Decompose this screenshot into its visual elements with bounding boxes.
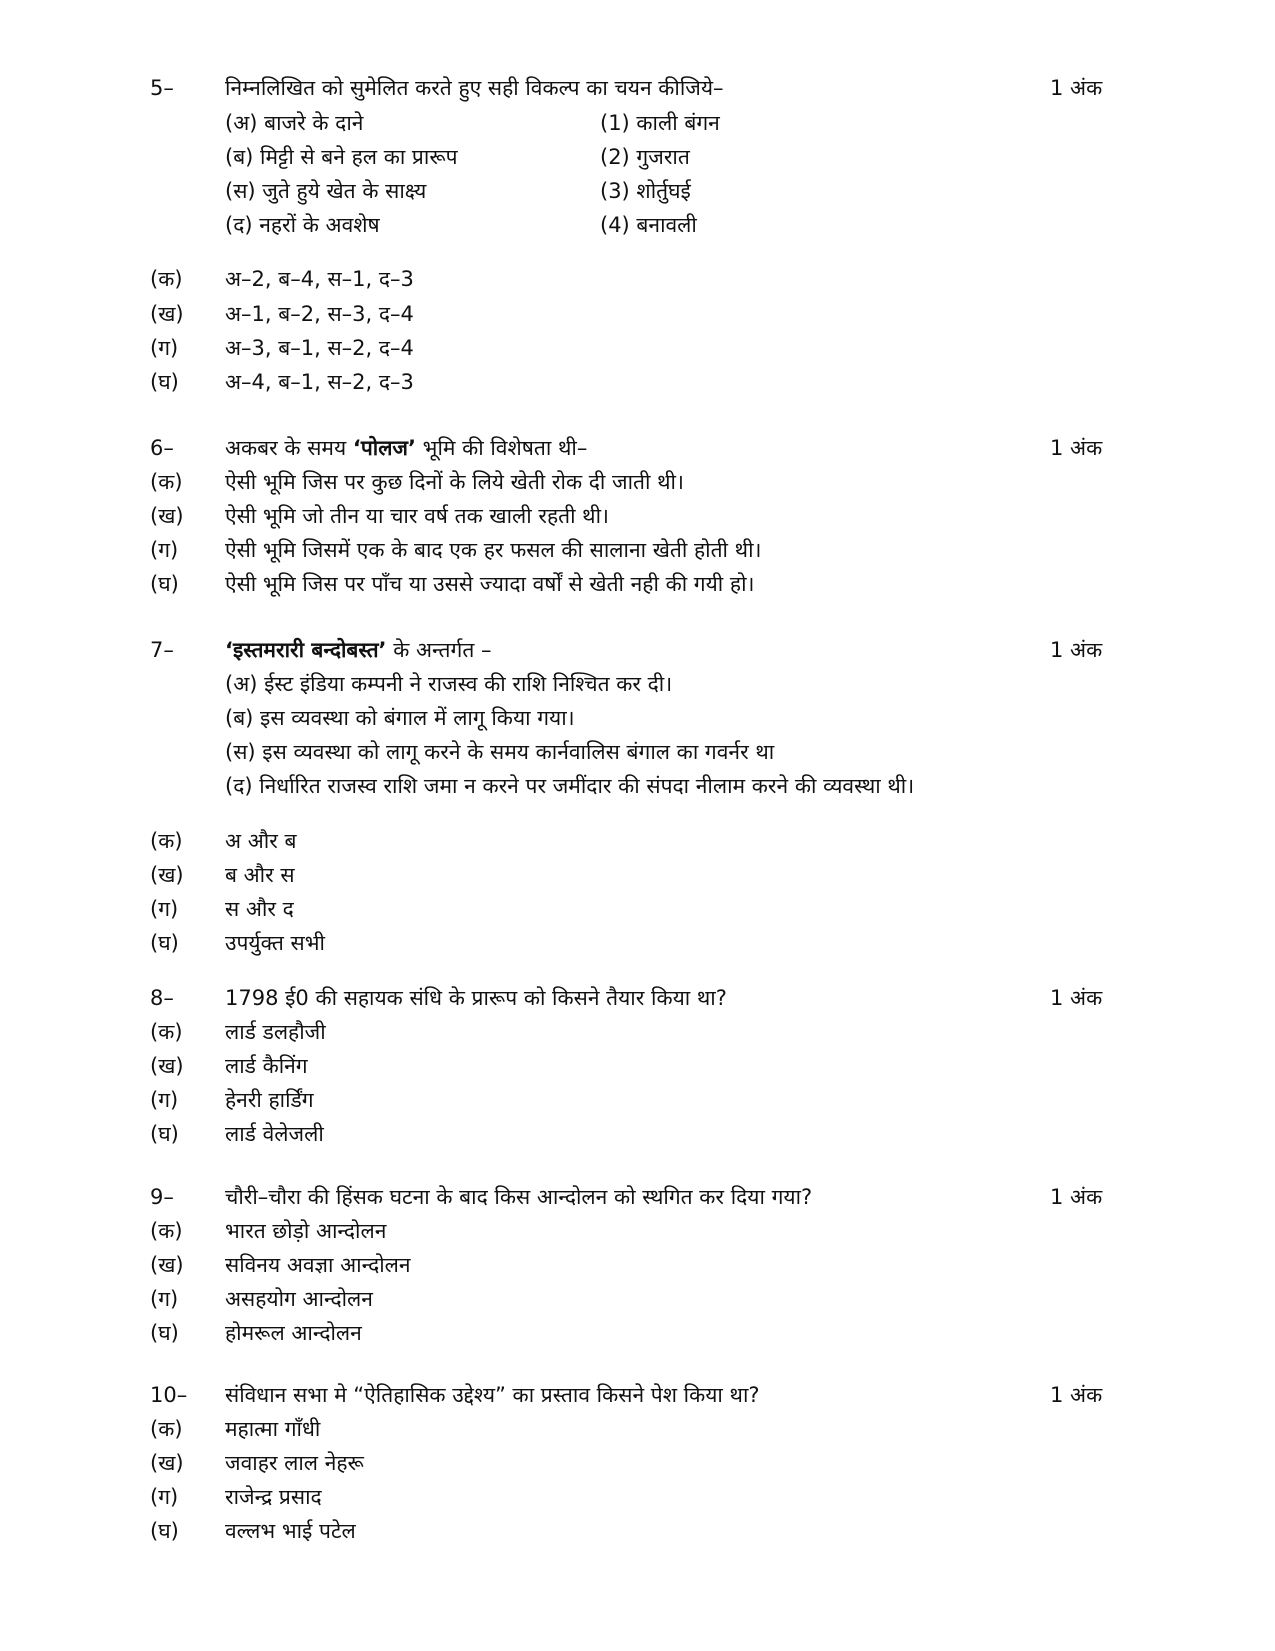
q8-marks: 1 अंक [1050, 986, 1103, 1010]
q8-option-label: (ग) [150, 1088, 179, 1112]
q5-right-item: (3) शोर्तुघई [600, 179, 691, 203]
q10-number: 10– [150, 1383, 188, 1407]
q5-right-item: (1) काली बंगन [600, 111, 720, 135]
q10-option: जवाहर लाल नेहरू [225, 1451, 364, 1475]
q5-option-label: (ख) [150, 302, 184, 326]
q6-option: ऐसी भूमि जो तीन या चार वर्ष तक खाली रहती थी। [225, 504, 609, 528]
q8-option: लार्ड कैनिंग [225, 1054, 308, 1078]
q5-option-label: (घ) [150, 370, 179, 394]
q9-option-label: (क) [150, 1219, 183, 1243]
q7-statement: (द) निर्धारित राजस्व राशि जमा न करने पर जमींदार की संपदा नीलाम करने की व्यवस्था थी। [225, 774, 915, 798]
q6-option: ऐसी भूमि जिसमें एक के बाद एक हर फसल की सालाना खेती होती थी। [225, 538, 762, 562]
q8-number: 8– [150, 986, 174, 1010]
q5-left-item: (द) नहरों के अवशेष [225, 213, 380, 237]
q8-option-label: (ख) [150, 1054, 184, 1078]
q5-right-item: (4) बनावली [600, 213, 697, 237]
q7-option: ब और स [225, 863, 295, 887]
q5-marks: 1 अंक [1050, 76, 1103, 100]
q8-option: लार्ड वेलेजली [225, 1122, 324, 1146]
q5-option: अ–1, ब–2, स–3, द–4 [225, 302, 414, 326]
q9-option: होमरूल आन्दोलन [225, 1321, 362, 1345]
q7-statement: (अ) ईस्ट इंडिया कम्पनी ने राजस्व की राशि निश्चित कर दी। [225, 672, 673, 696]
q5-left-item: (ब) मिट्टी से बने हल का प्रारूप [225, 145, 458, 169]
q8-option-label: (क) [150, 1020, 183, 1044]
q6-option-label: (घ) [150, 572, 179, 596]
q10-option: राजेन्द्र प्रसाद [225, 1485, 322, 1509]
q8-option: लार्ड डलहौजी [225, 1020, 326, 1044]
q7-option-label: (घ) [150, 931, 179, 955]
q8-option: हेनरी हार्डिंग [225, 1088, 314, 1112]
q10-option-label: (क) [150, 1417, 183, 1441]
q8-option-label: (घ) [150, 1122, 179, 1146]
q5-option: अ–4, ब–1, स–2, द–3 [225, 370, 414, 394]
q10-question: संविधान सभा मे “ऐतिहासिक उद्देश्य” का प्रस्ताव किसने पेश किया था? [225, 1383, 760, 1407]
q7-option-label: (ग) [150, 897, 179, 921]
q9-option: भारत छोड़ो आन्दोलन [225, 1219, 387, 1243]
q9-option-label: (घ) [150, 1321, 179, 1345]
q5-left-item: (अ) बाजरे के दाने [225, 111, 364, 135]
q5-right-item: (2) गुजरात [600, 145, 690, 169]
q6-option-label: (ग) [150, 538, 179, 562]
q5-option: अ–3, ब–1, स–2, द–4 [225, 336, 414, 360]
q7-statement: (ब) इस व्यवस्था को बंगाल में लागू किया गया। [225, 706, 575, 730]
q9-option: सविनय अवज्ञा आन्दोलन [225, 1253, 411, 1277]
q8-question: 1798 ई0 की सहायक संधि के प्रारूप को किसने तैयार किया था? [225, 986, 727, 1010]
q10-option-label: (ख) [150, 1451, 184, 1475]
q6-question: अकबर के समय ‘पोलज’ भूमि की विशेषता थी– [225, 436, 588, 460]
q10-option: महात्मा गाँधी [225, 1417, 321, 1441]
q5-question: निम्नलिखित को सुमेलित करते हुए सही विकल्प का चयन कीजिये– [225, 76, 724, 100]
q9-option: असहयोग आन्दोलन [225, 1287, 373, 1311]
q7-option: अ और ब [225, 829, 297, 853]
q5-number: 5– [150, 76, 174, 100]
q9-option-label: (ख) [150, 1253, 184, 1277]
q10-option-label: (ग) [150, 1485, 179, 1509]
q7-option-label: (क) [150, 829, 183, 853]
q10-marks: 1 अंक [1050, 1383, 1103, 1407]
q6-option: ऐसी भूमि जिस पर पाँच या उससे ज्यादा वर्षों से खेती नही की गयी हो। [225, 572, 755, 596]
q7-marks: 1 अंक [1050, 638, 1103, 662]
q7-statement: (स) इस व्यवस्था को लागू करने के समय कार्नवालिस बंगाल का गवर्नर था [225, 740, 775, 764]
q7-option: उपर्युक्त सभी [225, 931, 325, 955]
q10-option-label: (घ) [150, 1519, 179, 1543]
q7-option-label: (ख) [150, 863, 184, 887]
q6-marks: 1 अंक [1050, 436, 1103, 460]
q7-question: ‘इस्तमरारी बन्दोबस्त’ के अन्तर्गत – [225, 638, 492, 662]
q9-option-label: (ग) [150, 1287, 179, 1311]
q5-left-item: (स) जुते हुये खेत के साक्ष्य [225, 179, 427, 203]
q9-number: 9– [150, 1185, 174, 1209]
q10-option: वल्लभ भाई पटेल [225, 1519, 356, 1543]
q6-option-label: (ख) [150, 504, 184, 528]
q6-option: ऐसी भूमि जिस पर कुछ दिनों के लिये खेती रोक दी जाती थी। [225, 470, 684, 494]
q7-option: स और द [225, 897, 294, 921]
q9-question: चौरी–चौरा की हिंसक घटना के बाद किस आन्दोलन को स्थगित कर दिया गया? [225, 1185, 813, 1209]
q5-option-label: (क) [150, 267, 183, 291]
q7-number: 7– [150, 638, 174, 662]
q5-option-label: (ग) [150, 336, 179, 360]
q5-option: अ–2, ब–4, स–1, द–3 [225, 267, 414, 291]
q9-marks: 1 अंक [1050, 1185, 1103, 1209]
q6-number: 6– [150, 436, 174, 460]
q6-option-label: (क) [150, 470, 183, 494]
